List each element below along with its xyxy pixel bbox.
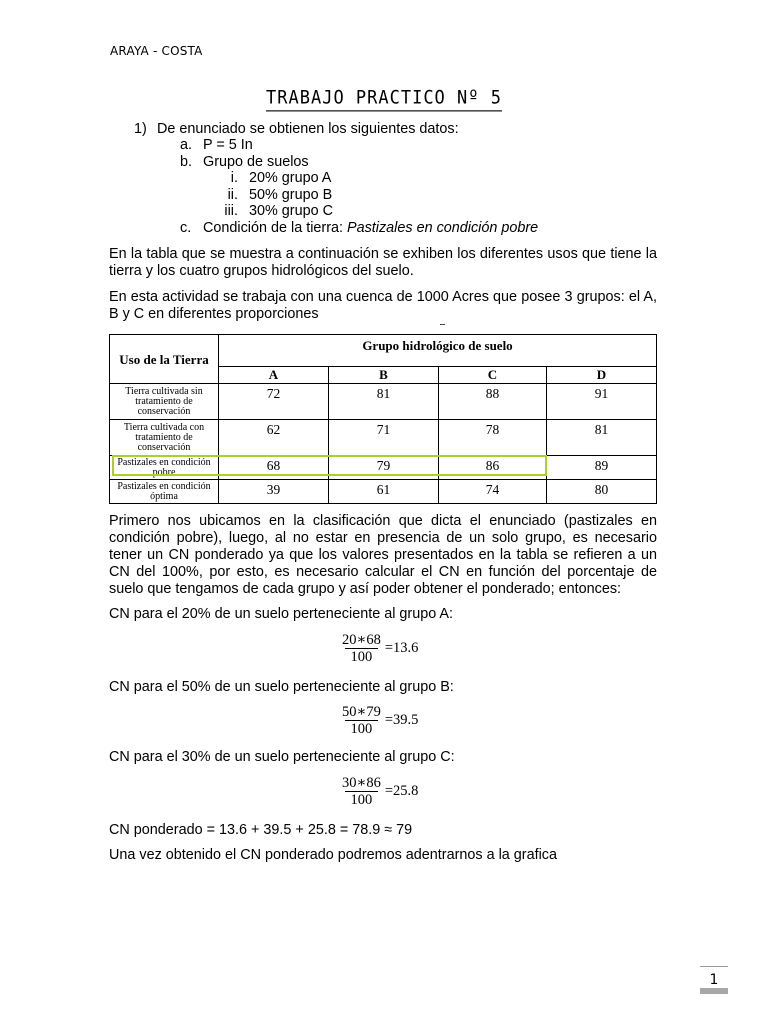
page-number-bar xyxy=(700,988,728,994)
page-title-text: TRABAJO PRACTICO Nº 5 xyxy=(266,87,502,112)
cell-value: 39 xyxy=(219,480,329,504)
land-condition-value: Pastizales en condición pobre xyxy=(346,220,539,236)
list-item-b-text: Grupo de suelos xyxy=(203,154,309,170)
list-item-1-text: De enunciado se obtienen los siguientes datos: xyxy=(157,121,459,137)
list-item-b-marker: b. xyxy=(180,154,193,170)
cn-weighted-total: CN ponderado = 13.6 + 39.5 + 25.8 = 78.9 ≈ 79 xyxy=(109,822,413,838)
list-item-iii-text: 30% grupo C xyxy=(249,203,333,219)
closing-sentence: Una vez obtenido el CN ponderado podremos adentrarnos a la grafica xyxy=(109,847,557,863)
list-item-a-text: P = 5 In xyxy=(203,137,253,153)
page-title xyxy=(0,87,768,109)
formula-b-result: =39.5 xyxy=(384,712,419,728)
cell-value: 79 xyxy=(329,456,439,480)
land-condition-label: Condición de la tierra: xyxy=(203,220,347,236)
table-header-land-use: Uso de la Tierra xyxy=(110,335,219,384)
cell-value: 80 xyxy=(547,480,657,504)
cell-value: 91 xyxy=(547,384,657,420)
list-item-i-text: 20% grupo A xyxy=(249,170,332,186)
cell-value: 68 xyxy=(219,456,329,480)
formula-group-c xyxy=(340,775,418,808)
soil-group-table xyxy=(109,334,657,504)
table-header-group-c: C xyxy=(439,367,547,384)
cell-value: 81 xyxy=(547,420,657,456)
list-item-i-marker: i. xyxy=(230,170,238,186)
table-row xyxy=(110,420,657,456)
formula-a-numerator: 20∗68 xyxy=(342,632,381,648)
table-row xyxy=(110,480,657,504)
cell-value: 72 xyxy=(219,384,329,420)
formula-c-result: =25.8 xyxy=(384,783,419,799)
formula-c-denominator: 100 xyxy=(345,791,379,808)
page-number-rule xyxy=(700,966,728,967)
row-label: Pastizales en condición pobre xyxy=(110,456,219,480)
row-label: Tierra cultivada sin tratamiento de conservación xyxy=(110,384,219,420)
formula-c-numerator: 30∗86 xyxy=(342,775,381,791)
cell-value: 62 xyxy=(219,420,329,456)
cn-group-a-label: CN para el 20% de un suelo perteneciente al grupo A: xyxy=(109,606,454,622)
list-item-1-number: 1) xyxy=(134,121,147,137)
cell-value: 71 xyxy=(329,420,439,456)
cell-value: 89 xyxy=(547,456,657,480)
cn-group-b-label: CN para el 50% de un suelo perteneciente al grupo B: xyxy=(109,679,454,695)
table-header-soil-group: Grupo hidrológico de suelo xyxy=(219,335,657,367)
cell-value: 74 xyxy=(439,480,547,504)
highlight-box xyxy=(112,455,547,476)
formula-a-denominator: 100 xyxy=(345,648,379,665)
document-header-authors: ARAYA - COSTA xyxy=(110,44,203,58)
cell-value: 88 xyxy=(439,384,547,420)
cn-group-c-label: CN para el 30% de un suelo perteneciente al grupo C: xyxy=(109,749,455,765)
list-item-ii-marker: ii. xyxy=(227,187,238,203)
paragraph-basin-description: En esta actividad se trabaja con una cuenca de 1000 Acres que posee 3 grupos: el A, B y C en diferentes proporciones xyxy=(109,289,657,322)
formula-b-numerator: 50∗79 xyxy=(342,704,381,720)
formula-b-denominator: 100 xyxy=(345,720,379,737)
table-header-group-d: D xyxy=(547,367,657,384)
list-item-a-marker: a. xyxy=(180,137,193,153)
list-item-c-marker: c. xyxy=(180,220,192,236)
list-item-ii-text: 50% grupo B xyxy=(249,187,333,203)
table-row xyxy=(110,384,657,420)
table-header-group-b: B xyxy=(329,367,439,384)
table-caption-mark xyxy=(440,324,445,325)
paragraph-table-intro: En la tabla que se muestra a continuación se exhiben los diferentes usos que tiene la tierra y los cuatro grupos hidrológicos del suelo. xyxy=(109,246,657,279)
table-header-group-a: A xyxy=(219,367,329,384)
formula-group-b xyxy=(340,704,418,737)
page-number: 1 xyxy=(709,972,719,988)
cell-value: 61 xyxy=(329,480,439,504)
cell-value: 81 xyxy=(329,384,439,420)
list-item-c-text xyxy=(203,220,538,237)
cell-value: 86 xyxy=(439,456,547,480)
cell-value: 78 xyxy=(439,420,547,456)
row-label: Pastizales en condición óptima xyxy=(110,480,219,504)
formula-a-result: =13.6 xyxy=(384,640,419,656)
formula-group-a xyxy=(340,632,418,665)
paragraph-explanation: Primero nos ubicamos en la clasificación que dicta el enunciado (pastizales en condición pobre), luego, al no estar en presencia de un solo grupo, es necesario tener un CN ponderado ya que los valores presentados en la tabla se refieren a un CN del 100%, por esto, es necesario calcular el CN en función del porcentaje de suelo que tengamos de cada grupo y así poder obtener el ponderado; entonces: xyxy=(109,513,657,597)
row-label: Tierra cultivada con tratamiento de conservación xyxy=(110,420,219,456)
list-item-iii-marker: iii. xyxy=(224,203,238,219)
